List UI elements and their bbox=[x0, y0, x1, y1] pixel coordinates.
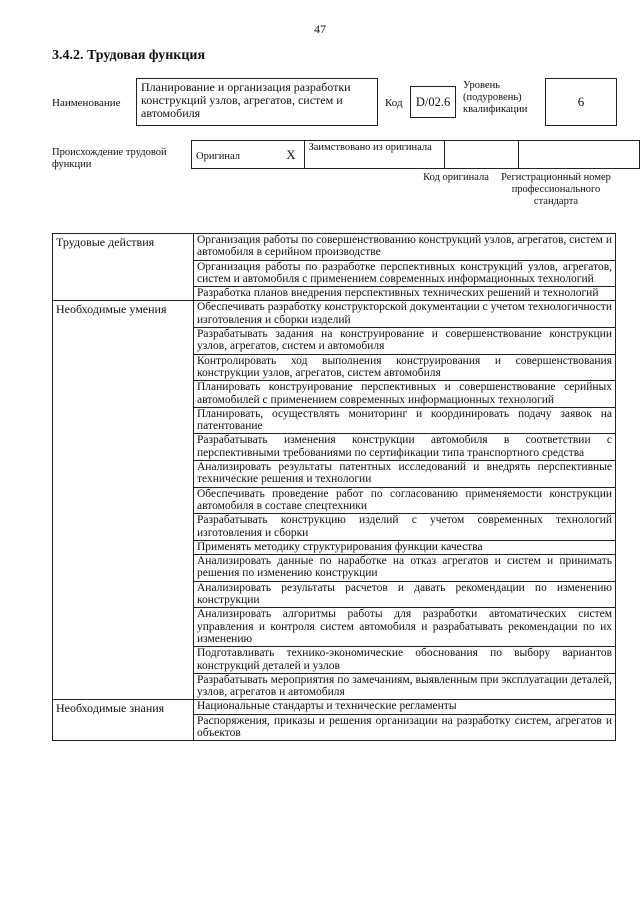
original-label: Оригинал bbox=[196, 150, 240, 162]
code-original-caption: Код оригинала bbox=[423, 172, 489, 183]
section-item: Обеспечивать проведение работ по согласованию применяемости конструкции автомобиля в составе спецтехники bbox=[194, 487, 616, 514]
code-label: Код bbox=[385, 97, 403, 109]
section-item: Контролировать ход выполнения конструирования и совершенствования конструкции узлов, агрегатов, систем автомобиля bbox=[194, 354, 616, 381]
original-cell bbox=[192, 141, 279, 169]
section-item: Распоряжения, приказы и решения организации на разработку систем, агрегатов и объектов bbox=[194, 714, 616, 741]
section-item: Анализировать данные по наработке на отказ агрегатов и систем и принимать решения по изменению конструкции bbox=[194, 555, 616, 582]
section-title: 3.4.2. Трудовая функция bbox=[52, 48, 206, 63]
section-title-cell: Необходимые знания bbox=[53, 700, 194, 741]
section-item: Разрабатывать задания на конструирование и совершенствование конструкции узлов, агрегатов, систем и автомобиля bbox=[194, 328, 616, 355]
section-item: Национальные стандарты и технические регламенты bbox=[194, 700, 616, 714]
section-item: Применять методику структурирования функции качества bbox=[194, 540, 616, 554]
level-value: 6 bbox=[545, 78, 617, 126]
section-item: Анализировать результаты патентных исследований и внедрять перспективные технические решения и технологии bbox=[194, 461, 616, 488]
original-mark: X bbox=[278, 141, 304, 169]
competency-table bbox=[52, 233, 616, 741]
section-item: Планировать, осуществлять мониторинг и координировать подачу заявок на патентование bbox=[194, 407, 616, 434]
section-item: Анализировать алгоритмы работы для разработки автоматических систем управления и контроля систем автомобиля и разрабатывать рекомендации по их изменению bbox=[194, 608, 616, 647]
section-item: Организация работы по совершенствованию конструкций узлов, агрегатов, систем и автомобиля в серийном производстве bbox=[194, 234, 616, 261]
section-title-cell: Необходимые умения bbox=[53, 301, 194, 700]
code-original-cell bbox=[445, 141, 519, 169]
section-item: Организация работы по разработке перспективных конструкций узлов, агрегатов, систем и автомобиля с применением современных информационных технологий bbox=[194, 260, 616, 287]
section-item: Разрабатывать мероприятия по замечаниям, выявленным при эксплуатации деталей, узлов, агрегатов и автомобиля bbox=[194, 673, 616, 700]
reg-number-cell bbox=[518, 141, 639, 169]
section-item: Подготавливать технико-экономические обоснования по выбору вариантов конструкций деталей и узлов bbox=[194, 647, 616, 674]
table-row bbox=[53, 301, 616, 328]
code-value: D/02.6 bbox=[410, 86, 456, 118]
name-value: Планирование и организация разработки конструкций узлов, агрегатов, систем и автомобиля bbox=[136, 78, 378, 126]
origin-label: Происхождение трудовой функции bbox=[52, 147, 167, 170]
reg-number-caption: Регистрационный номер профессионального стандарта bbox=[501, 172, 611, 207]
name-label: Наименование bbox=[52, 97, 121, 109]
table-row bbox=[53, 700, 616, 714]
level-label: Уровень (подуровень) квалификации bbox=[463, 80, 528, 115]
section-title-cell: Трудовые действия bbox=[53, 234, 194, 301]
section-item: Разрабатывать изменения конструкции автомобиля в соответствии с перспективными требованиями по сертификации типа транспортного средства bbox=[194, 434, 616, 461]
origin-table bbox=[191, 140, 640, 169]
borrowed-cell: Заимствовано из оригинала bbox=[304, 141, 445, 169]
page-number: 47 bbox=[314, 22, 326, 36]
section-item: Планировать конструирование перспективных и совершенствование серийных автомобилей с применением современных информационных технологий bbox=[194, 381, 616, 408]
section-item: Разрабатывать конструкцию изделий с учетом современных технологий изготовления и сборки bbox=[194, 514, 616, 541]
table-row bbox=[53, 234, 616, 261]
section-item: Анализировать результаты расчетов и давать рекомендации по изменению конструкции bbox=[194, 581, 616, 608]
section-item: Разработка планов внедрения перспективных технических решений и технологий bbox=[194, 287, 616, 301]
section-item: Обеспечивать разработку конструкторской документации с учетом технологичности изготовления и сборки изделий bbox=[194, 301, 616, 328]
